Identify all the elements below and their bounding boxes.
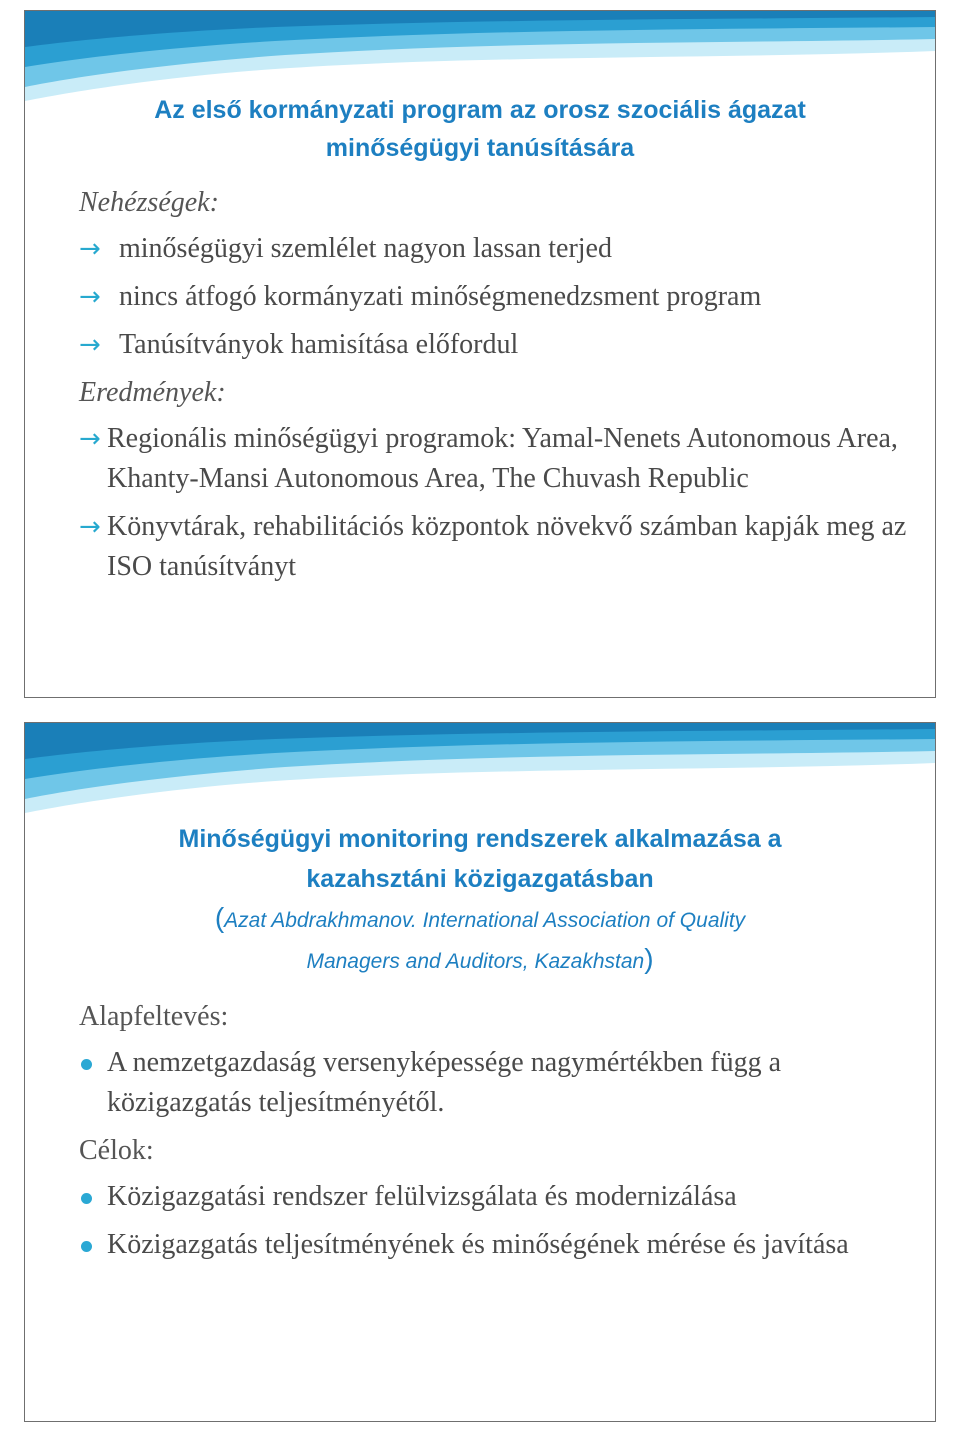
list-item [79,277,915,317]
slide-2 [24,722,936,1422]
list-item [79,507,915,587]
list-item-text: Regionális minőségügyi programok: Yamal-Nenets Autonomous Area, Khanty-Mansi Autonomous Area, The Chuvash Republic [107,423,898,494]
list-item-text: Könyvtárak, rehabilitációs központok növekvő számban kapják meg az ISO tanúsítványt [107,511,907,582]
section-heading-difficulties: Nehézségek: [79,187,219,218]
slide-1-body [79,181,915,595]
arrow-right-icon: → [79,282,101,312]
bullet-dot-icon [81,1241,92,1252]
subtitle-author-text: Azat Abdrakhmanov. International Association of Quality [224,909,746,932]
close-parenthesis: ) [644,943,654,974]
list-item [79,1043,915,1123]
open-parenthesis: ( [214,902,225,933]
list-item [79,419,915,499]
list-item-text: nincs átfogó kormányzati minőségmenedzsment program [119,281,762,312]
section-heading-results: Eredmények: [79,377,226,408]
slide-2-subtitle-line-2 [25,940,935,981]
list-item-text: minőségügyi szemlélet nagyon lassan terjed [119,233,612,264]
arrow-right-icon: → [79,424,101,454]
slide-1-title-line-2: minőségügyi tanúsítására [325,134,635,162]
slide-2-title-line-1: Minőségügyi monitoring rendszerek alkalmazása a [178,825,782,853]
slide-banner-decoration [25,723,935,813]
subtitle-org-text: Managers and Auditors, Kazakhstan [306,950,645,973]
list-item-text: Közigazgatási rendszer felülvizsgálata és modernizálása [107,1181,737,1212]
list-item [79,1177,915,1217]
list-item [79,325,915,365]
list-item [79,229,915,269]
list-item-text: Tanúsítványok hamisítása előfordul [119,329,519,360]
section-heading-goals: Célok: [79,1135,154,1166]
slide-1-title [25,91,935,167]
arrow-right-icon: → [79,234,101,264]
bullet-dot-icon [81,1059,92,1070]
slide-2-title-line-2: kazahsztáni közigazgatásban [306,865,654,893]
list-item-text: A nemzetgazdaság versenyképessége nagymértékben függ a közigazgatás teljesítményétől. [107,1047,782,1118]
arrow-right-icon: → [79,330,101,360]
slide-1-title-line-1: Az első kormányzati program az orosz szociális ágazat [154,96,806,124]
section-heading-premise: Alapfeltevés: [79,1001,229,1032]
list-item-text: Közigazgatás teljesítményének és minőségének mérése és javítása [107,1229,849,1260]
slide-banner-decoration [25,11,935,101]
list-item [79,1225,915,1265]
slide-2-title [25,819,935,981]
arrow-right-icon: → [79,512,101,542]
slide-2-body [79,995,915,1273]
bullet-dot-icon [81,1193,92,1204]
slide-2-subtitle-line-1 [25,899,935,940]
slide-1 [24,10,936,698]
